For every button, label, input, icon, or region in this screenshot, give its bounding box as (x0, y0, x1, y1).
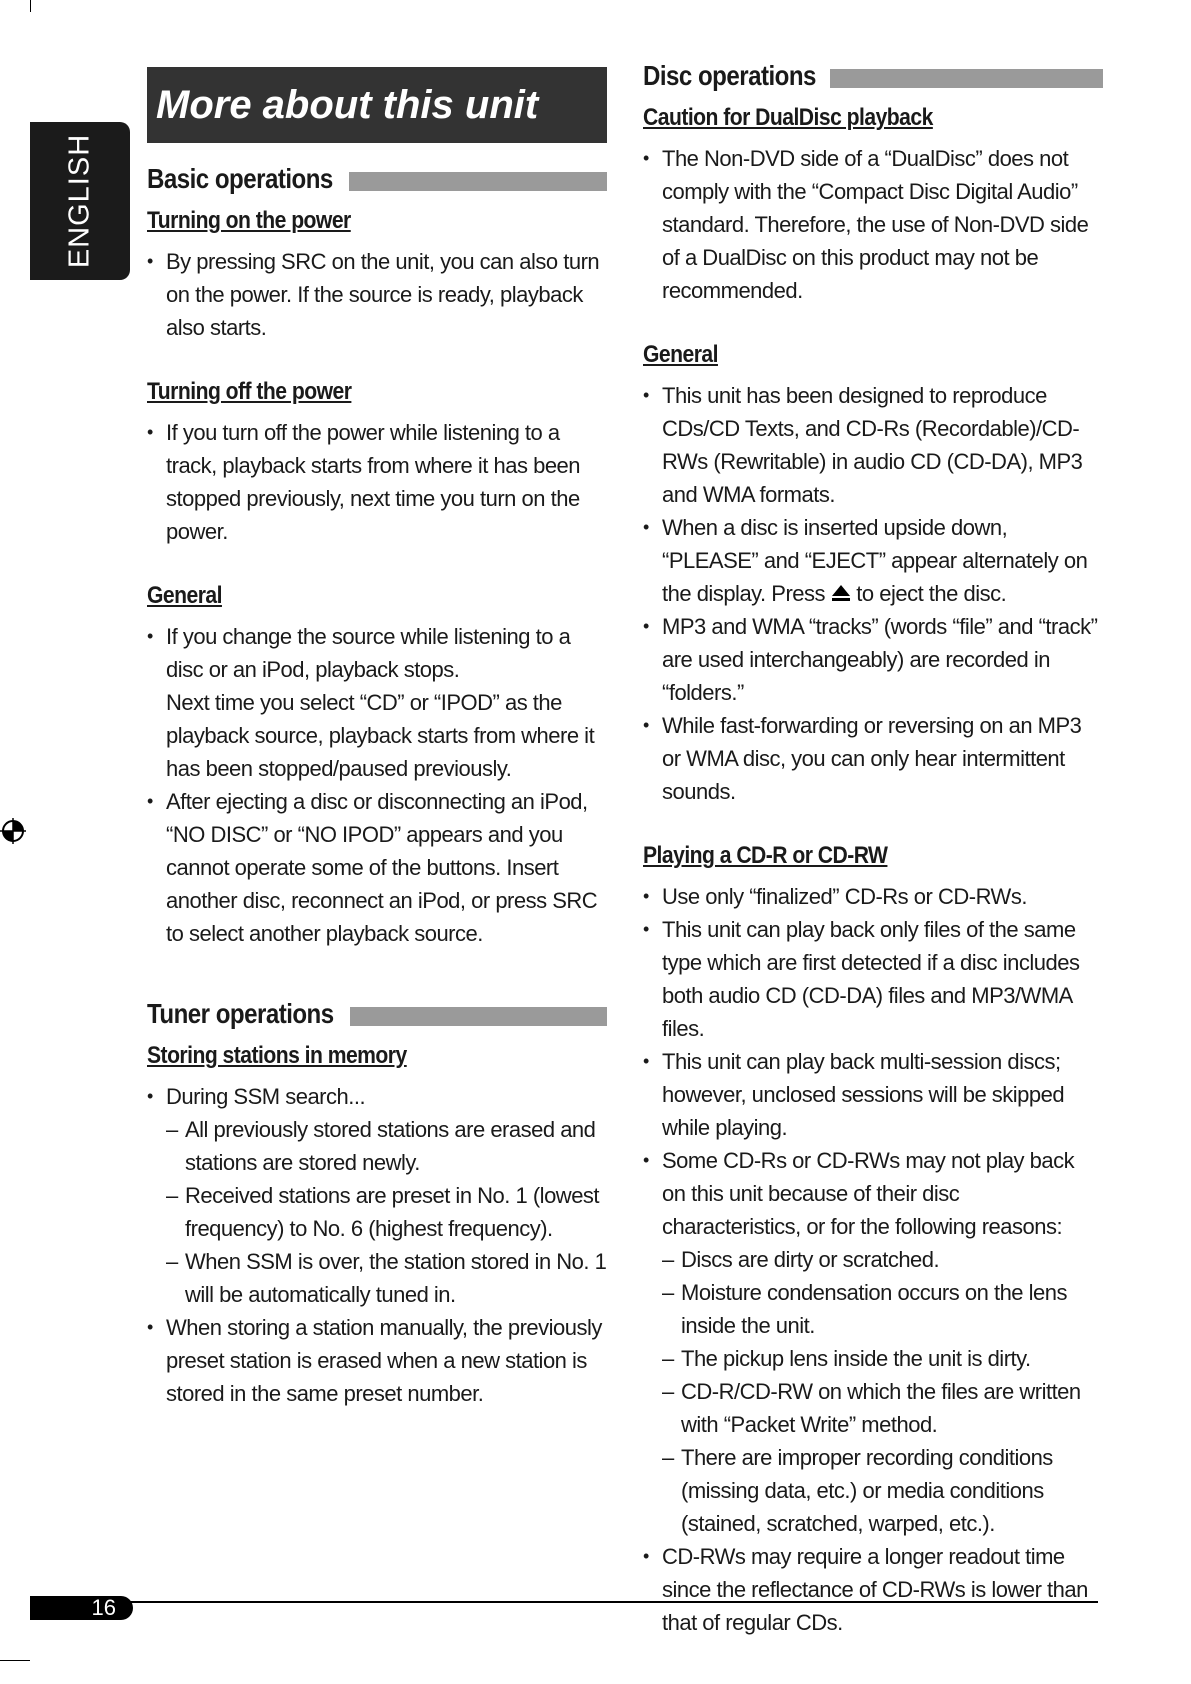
subheading-playing-cdr: Playing a CD-R or CD-RW (643, 842, 888, 869)
section-heading: Tuner operations (147, 998, 334, 1029)
sublist-item: – There are improper recording conditions (missing data, etc.) or media conditions (stained, scratched, warped, etc.). (662, 1441, 1103, 1540)
subheading-general: General (643, 341, 718, 368)
sublist-item: – Discs are dirty or scratched. (662, 1243, 1103, 1276)
section-tuner-operations (147, 998, 607, 1030)
eject-icon (831, 584, 851, 602)
list-item: • Use only “finalized” CD-Rs or CD-RWs. (643, 880, 1103, 913)
list-item: • This unit has been designed to reproduce CDs/CD Texts, and CD-Rs (Recordable)/CD-RWs (Rewritable) in audio CD (CD-DA), MP3 and WMA formats. (643, 379, 1103, 511)
sublist-item: – All previously stored stations are erased and stations are stored newly. (166, 1113, 607, 1179)
list-disc-general (643, 379, 1103, 808)
subheading-caution-dualdisc: Caution for DualDisc playback (643, 104, 933, 131)
subheading-turning-on: Turning on the power (147, 207, 351, 234)
list-item: • This unit can play back only files of the same type which are first detected if a disc includes both audio CD (CD-DA) files and MP3/WMA files. (643, 913, 1103, 1045)
sublist (662, 1243, 1103, 1540)
page-number: 16 (30, 1596, 133, 1620)
crop-mark-bottom (0, 1660, 30, 1661)
list-item (643, 511, 1103, 610)
section-disc-operations (643, 60, 1103, 92)
list-item-text: Next time you select “CD” or “IPOD” as the playback source, playback starts from where it has been stopped/paused previously. (166, 690, 595, 781)
crop-mark-top (30, 0, 31, 12)
list-item-text: When a disc is inserted upside down, “PLEASE” and “EJECT” appear alternately on the display. Press (662, 515, 1088, 606)
list-item-text: to eject the disc. (856, 581, 1007, 606)
list-item: • After ejecting a disc or disconnecting an iPod, “NO DISC” or “NO IPOD” appears and you cannot operate some of the buttons. Insert another disc, reconnect an iPod, or press SRC to select another playback source. (147, 785, 607, 950)
list-item-text: • If you change the source while listening to a disc or an iPod, playback stops. (166, 624, 571, 682)
sublist-item: – Moisture condensation occurs on the lens inside the unit. (662, 1276, 1103, 1342)
list-item-text: • During SSM search... (166, 1084, 366, 1109)
language-tab (30, 122, 130, 280)
sublist (166, 1113, 607, 1311)
section-rule (349, 172, 607, 191)
list-item (147, 1080, 607, 1311)
section-heading: Basic operations (147, 163, 333, 194)
list-item: • The Non-DVD side of a “DualDisc” does not comply with the “Compact Disc Digital Audio” standard. Therefore, the use of Non-DVD side of a DualDisc on this product may not be recommended. (643, 142, 1103, 307)
page-title: More about this unit (147, 67, 607, 143)
section-rule (830, 69, 1103, 88)
registration-mark-icon (0, 818, 26, 844)
list-item: • CD-RWs may require a longer readout time since the reflectance of CD-RWs is lower than that of regular CDs. (643, 1540, 1103, 1639)
footer-rule (30, 1601, 1098, 1603)
subheading-general: General (147, 582, 222, 609)
list-item: • By pressing SRC on the unit, you can also turn on the power. If the source is ready, playback also starts. (147, 245, 607, 344)
list-item-text: • Some CD-Rs or CD-RWs may not play back on this unit because of their disc characteristics, or for the following reasons: (662, 1148, 1075, 1239)
list-general (147, 620, 607, 950)
sublist-item: – Received stations are preset in No. 1 (lowest frequency) to No. 6 (highest frequency). (166, 1179, 607, 1245)
list-storing-stations (147, 1080, 607, 1410)
section-heading: Disc operations (643, 60, 816, 91)
sublist-item: – When SSM is over, the station stored in No. 1 will be automatically tuned in. (166, 1245, 607, 1311)
list-item: • If you turn off the power while listening to a track, playback starts from where it has been stopped previously, next time you turn on the power. (147, 416, 607, 548)
list-item: • While fast-forwarding or reversing on an MP3 or WMA disc, you can only hear intermittent sounds. (643, 709, 1103, 808)
list-turning-off (147, 416, 607, 548)
sublist-item: – The pickup lens inside the unit is dirty. (662, 1342, 1103, 1375)
list-item (147, 620, 607, 785)
sublist-item: – CD-R/CD-RW on which the files are written with “Packet Write” method. (662, 1375, 1103, 1441)
list-turning-on (147, 245, 607, 344)
left-column (147, 60, 607, 1410)
section-rule (350, 1007, 607, 1026)
list-item: • When storing a station manually, the previously preset station is erased when a new station is stored in the same preset number. (147, 1311, 607, 1410)
language-tab-label: ENGLISH (63, 133, 96, 269)
list-caution-dualdisc (643, 142, 1103, 307)
list-item: • This unit can play back multi-session discs; however, unclosed sessions will be skipped while playing. (643, 1045, 1103, 1144)
subheading-turning-off: Turning off the power (147, 378, 352, 405)
right-column (643, 60, 1103, 1639)
section-basic-operations (147, 163, 607, 195)
list-playing-cdr (643, 880, 1103, 1639)
list-item (643, 1144, 1103, 1540)
list-item: • MP3 and WMA “tracks” (words “file” and “track” are used interchangeably) are recorded in “folders.” (643, 610, 1103, 709)
subheading-storing-stations: Storing stations in memory (147, 1042, 407, 1069)
